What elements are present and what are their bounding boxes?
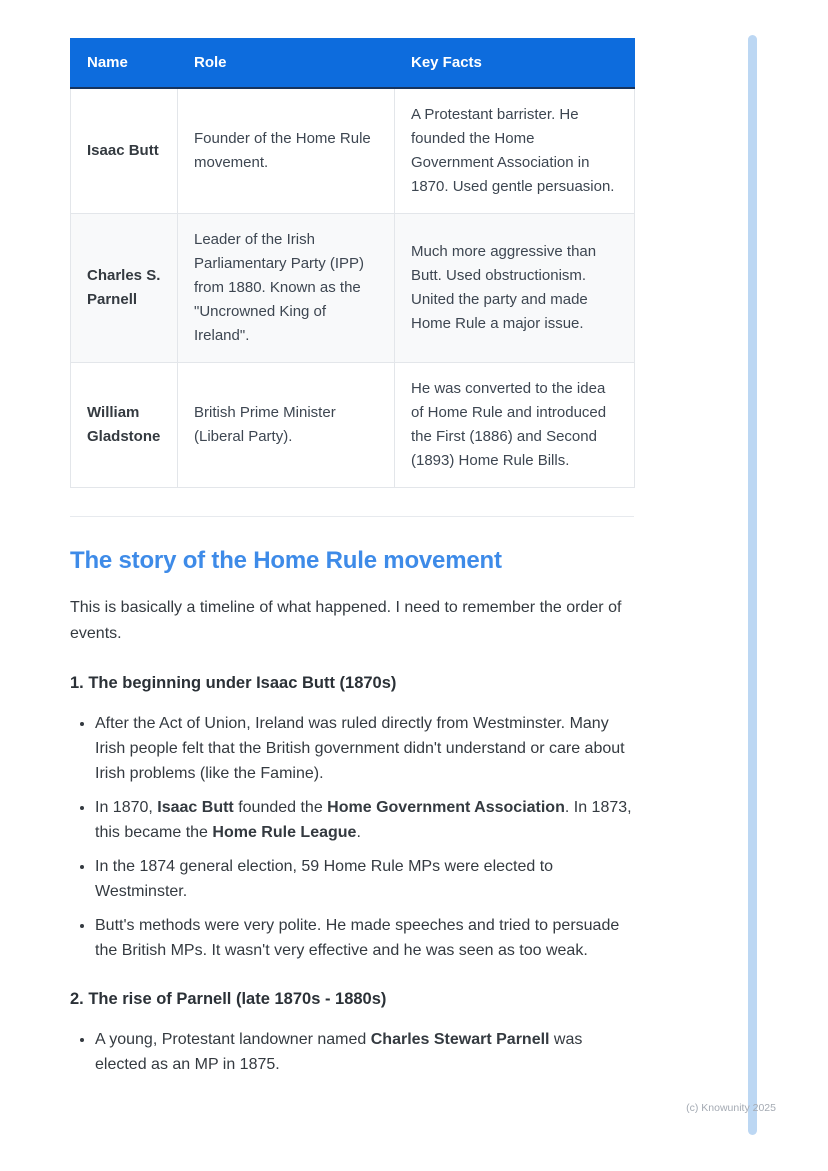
section-divider <box>70 516 634 517</box>
name-cell: Isaac Butt <box>71 88 178 214</box>
key-people-table <box>70 38 635 488</box>
role-cell: Leader of the Irish Parliamentary Party (IPP) from 1880. Known as the "Uncrowned King of Ireland". <box>178 214 395 363</box>
part2-bullet-list <box>70 1027 634 1077</box>
role-cell: British Prime Minister (Liberal Party). <box>178 363 395 488</box>
list-item <box>95 711 634 786</box>
table-header <box>71 39 635 89</box>
list-item-bold-text: Charles Stewart Parnell <box>370 1031 550 1048</box>
list-item-bold-text: Home Government Association <box>327 799 565 816</box>
column-header-key-facts: Key Facts <box>395 39 635 89</box>
list-item-text: was elected as an MP in 1875. <box>95 1031 583 1073</box>
key-facts-cell: He was converted to the idea of Home Rule and introduced the First (1886) and Second (1893) Home Rule Bills. <box>395 363 635 488</box>
list-item-text: In the 1874 general election, 59 Home Rule MPs were elected to Westminster. <box>95 858 554 900</box>
list-item-bold-text: Home Rule League <box>212 824 357 841</box>
key-facts-cell: A Protestant barrister. He founded the Home Government Association in 1870. Used gentle persuasion. <box>395 88 635 214</box>
list-item-text: founded the <box>233 799 328 816</box>
key-facts-cell: Much more aggressive than Butt. Used obstructionism. United the party and made Home Rule a major issue. <box>395 214 635 363</box>
list-item-text: Butt's methods were very polite. He made speeches and tried to persuade the British MPs. It wasn't very effective and he was seen as too weak. <box>95 917 620 959</box>
list-item <box>95 1027 634 1077</box>
column-header-role: Role <box>178 39 395 89</box>
copyright-text: (c) Knowunity 2025 <box>686 1102 776 1114</box>
part1-bullet-list <box>70 711 634 963</box>
list-item-text: . <box>356 824 361 841</box>
list-item <box>95 854 634 904</box>
section-title: The story of the Home Rule movement <box>70 547 502 574</box>
list-item-text: A young, Protestant landowner named <box>95 1031 371 1048</box>
list-item-text: After the Act of Union, Ireland was ruled directly from Westminster. Many Irish people felt that the British government didn't understand or care about Irish problems (like the Famine). <box>95 715 625 782</box>
table-row <box>71 363 635 488</box>
table-header-row <box>71 39 635 89</box>
table-row <box>71 88 635 214</box>
table-row <box>71 214 635 363</box>
name-cell: William Gladstone <box>71 363 178 488</box>
intro-paragraph: This is basically a timeline of what happened. I need to remember the order of events. <box>70 599 622 642</box>
column-header-name: Name <box>71 39 178 89</box>
name-cell: Charles S. Parnell <box>71 214 178 363</box>
list-item-bold-text: Isaac Butt <box>157 799 234 816</box>
role-cell: Founder of the Home Rule movement. <box>178 88 395 214</box>
list-item <box>95 795 634 845</box>
document-content <box>70 38 634 1086</box>
scrollbar-thumb[interactable] <box>748 35 757 1135</box>
list-item <box>95 913 634 963</box>
list-item-text: In 1870, <box>95 799 158 816</box>
subsection-1-heading: 1. The beginning under Isaac Butt (1870s) <box>70 674 397 692</box>
subsection-2-heading: 2. The rise of Parnell (late 1870s - 1880s) <box>70 990 387 1008</box>
list-item-text: . In 1873, this became the <box>95 799 632 841</box>
